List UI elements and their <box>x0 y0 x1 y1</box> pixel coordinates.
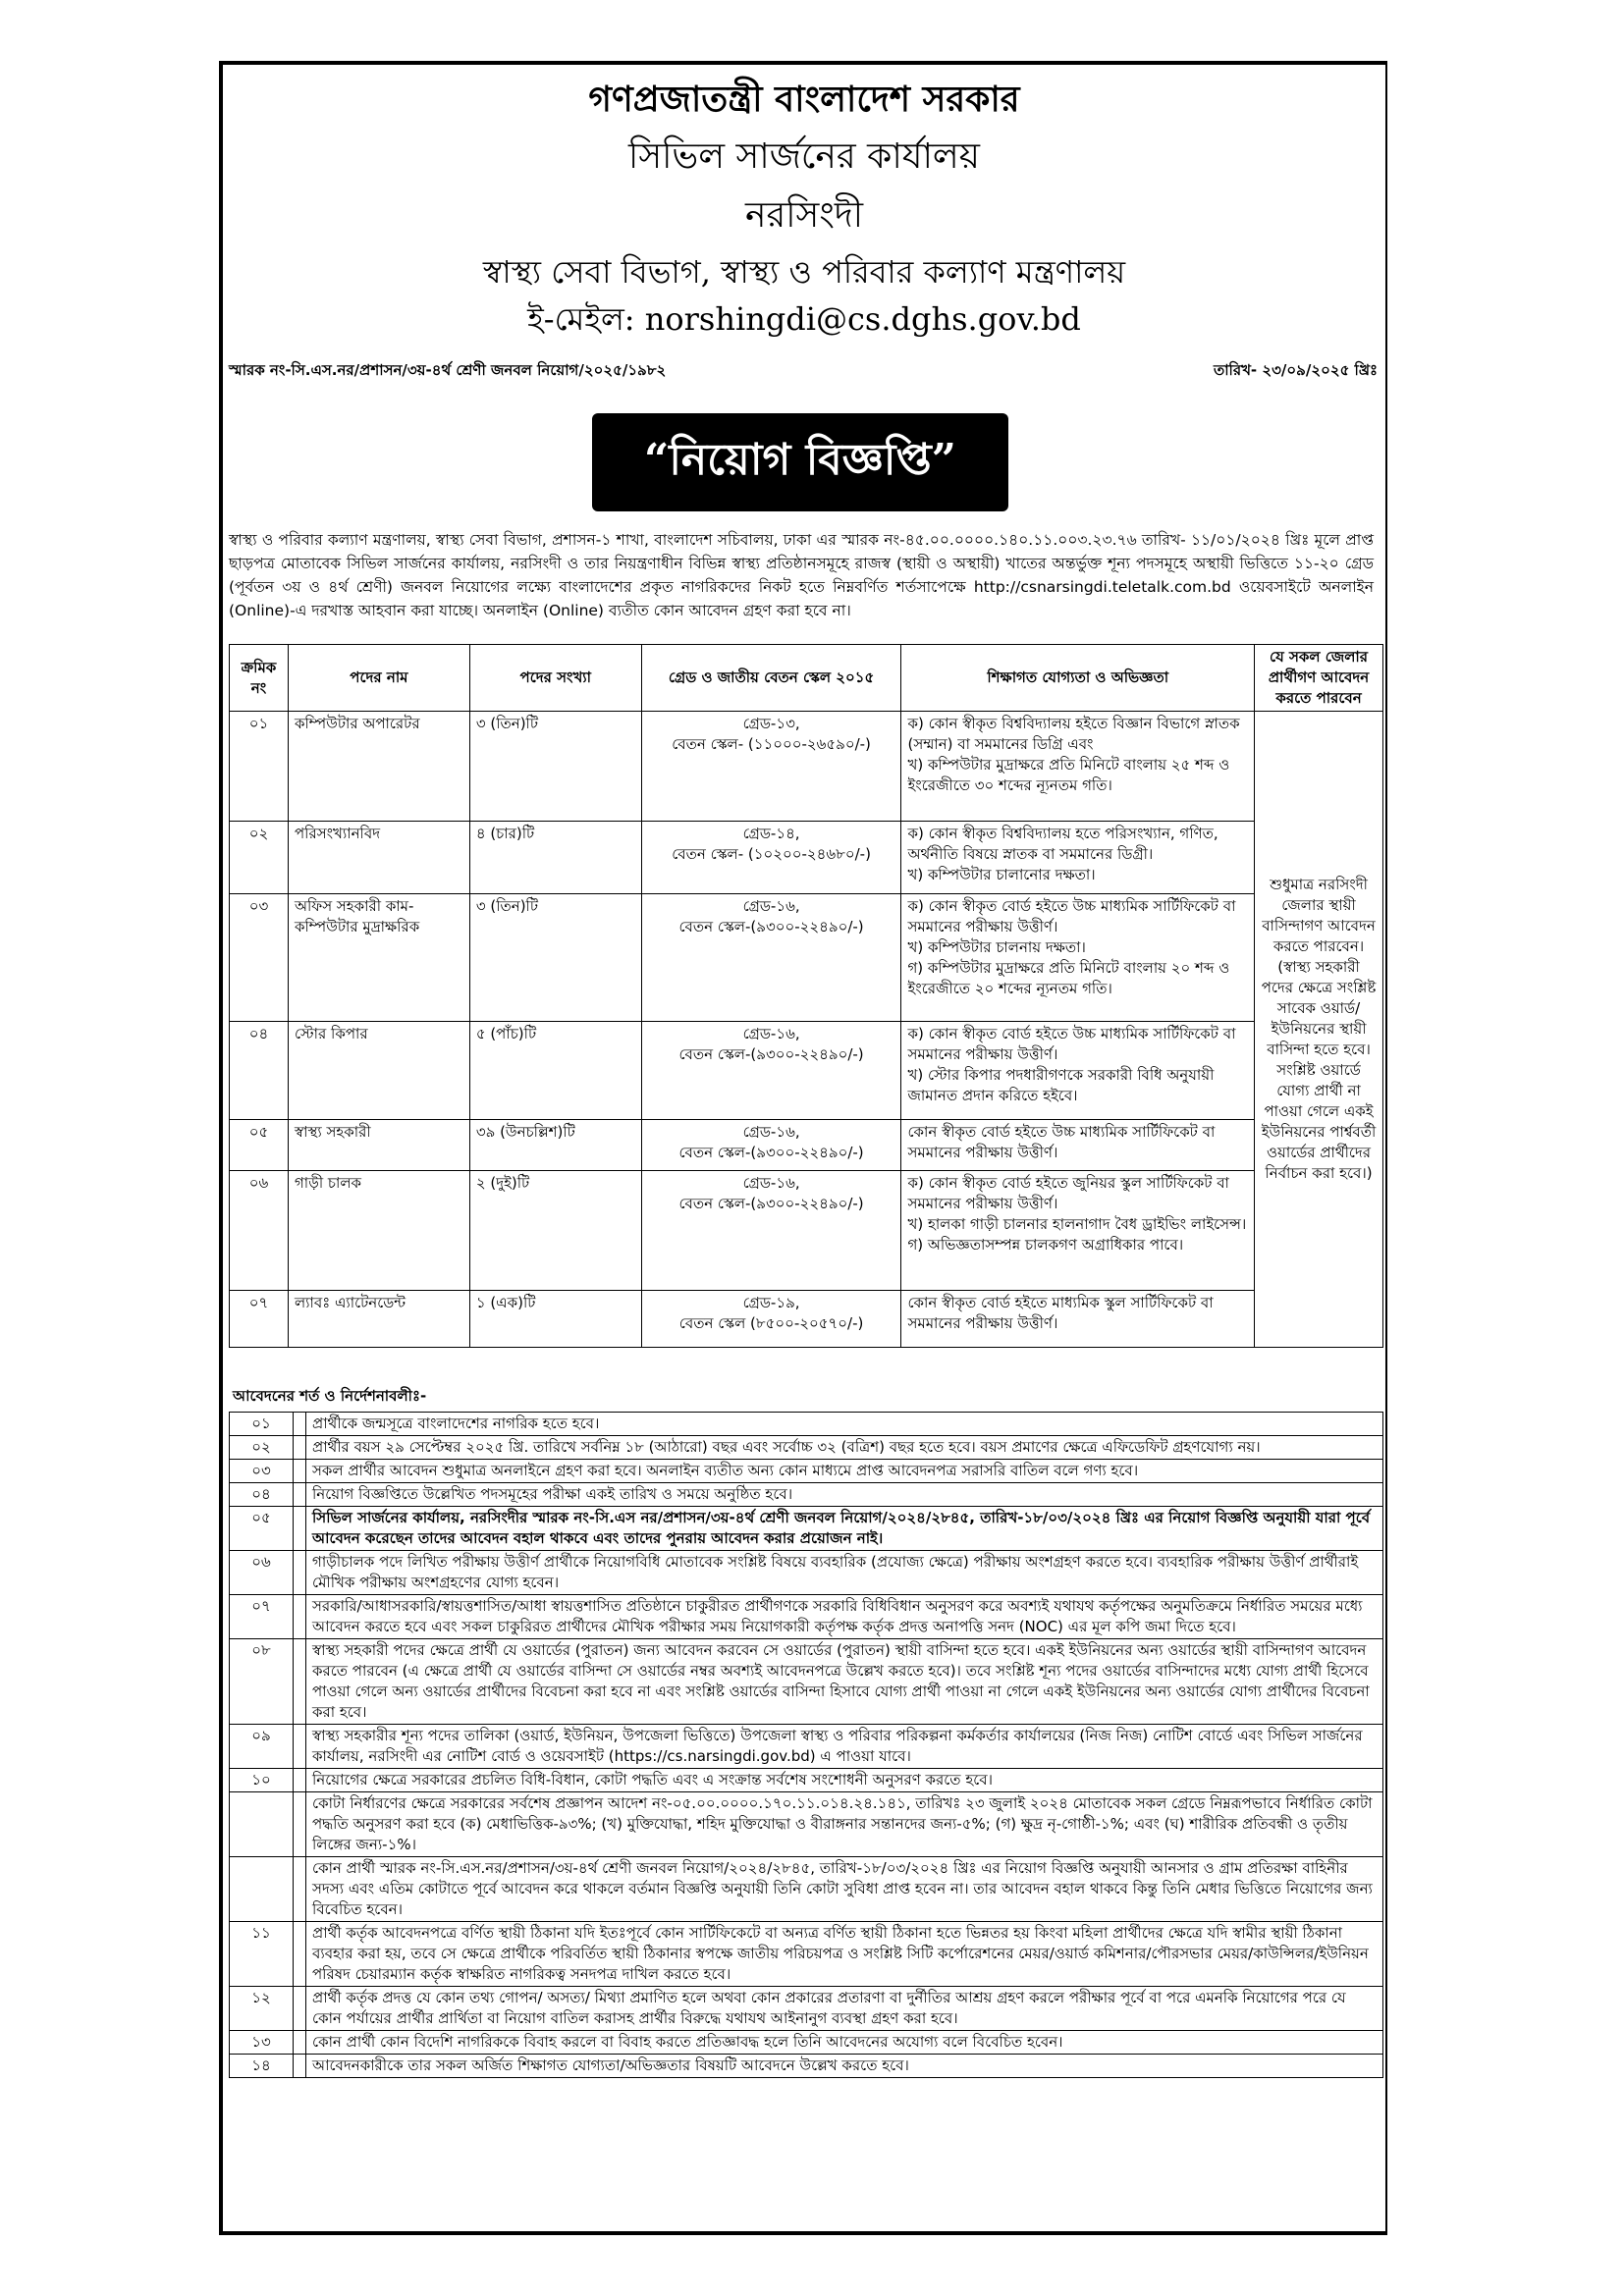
condition-row <box>230 1413 1383 1436</box>
col-serial: ক্রমিক নং <box>230 645 289 712</box>
pay-scale-text: বেতন স্কেল-(৯৩০০-২২৪৯০/-) <box>678 1144 864 1161</box>
pay-scale-text: বেতন স্কেল (৮৫০০-২০৫৭০/-) <box>678 1314 864 1332</box>
qualification-cell: কোন স্বীকৃত বোর্ড হইতে উচ্চ মাধ্যমিক সার্টিফিকেট বা সমমানের পরীক্ষায় উত্তীর্ণ। <box>901 1120 1255 1171</box>
condition-gap <box>294 1460 306 1483</box>
posts-table <box>229 644 1383 1348</box>
grade-text: গ্রেড-১৩, <box>742 715 800 732</box>
condition-row <box>230 1769 1383 1792</box>
condition-number: ০৬ <box>230 1551 294 1595</box>
condition-number <box>230 1857 294 1922</box>
condition-row <box>230 1857 1383 1922</box>
condition-text: সকল প্রার্থীর আবেদন শুধুমাত্র অনলাইনে গ্রহণ করা হবে। অনলাইন ব্যতীত অন্য কোন মাধ্যমে প্রাপ্ত আবেদনপত্র সরাসরি বাতিল বলে গণ্য হবে। <box>306 1460 1383 1483</box>
condition-text: সরকারি/আধাসরকারি/স্বায়ত্তশাসিত/আধা স্বায়ত্তশাসিত প্রতিষ্ঠানে চাকুরীরত প্রার্থীগণকে সরকারি বিধিবিধান অনুসরণ করে অবশ্যই যথাযথ কর্তৃপক্ষের অনুমতিক্রমে নির্ধারিত সময়ের মধ্যে আবেদন করতে হবে এবং সকল চাকুরিরত প্রার্থীদের মৌখিক পরীক্ষার সময় নিয়োগকারী কর্তৃপক্ষ কর্তৃক প্রদত্ত অনাপত্তি সনদ (NOC) এর মূল কপি জমা দিতে হবে। <box>306 1595 1383 1639</box>
intro-paragraph: স্বাস্থ্য ও পরিবার কল্যাণ মন্ত্রণালয়, স্বাস্থ্য সেবা বিভাগ, প্রশাসন-১ শাখা, বাংলাদেশ সচিবালয়, ঢাকা এর স্মারক নং-৪৫.০০.০০০০.১৪০.১১.০০৩.২৩.৭৬ তারিখ- ১১/০১/২০২৪ খ্রিঃ মূলে প্রাপ্ত ছাড়পত্র মোতাবেক সিভিল সার্জনের কার্যালয়, নরসিংদী ও তার নিয়ন্ত্রণাধীন বিভিন্ন স্বাস্থ্য প্রতিষ্ঠানসমূহে রাজস্ব (স্থায়ী ও অস্থায়ী) খাতের অন্তর্ভুক্ত শূন্য পদসমূহে অস্থায়ী ভিত্তিতে ১১-২০ গ্রেড (পূর্বতন ৩য় ও ৪র্থ শ্রেণী) জনবল নিয়োগের লক্ষ্যে বাংলাদেশের প্রকৃত নাগরিকদের নিকট হতে নিম্নবর্ণিত শর্তসাপেক্ষে http://csnarsingdi.teletalk.com.bd ওয়েবসাইটে অনলাইন (Online)-এ দরখাস্ত আহবান করা যাচ্ছে। অনলাইন (Online) ব্যতীত কোন আবেদন গ্রহণ করা হবে না। <box>229 531 1374 619</box>
condition-gap <box>294 1792 306 1857</box>
post-count-cell: ৪ (চার)টি <box>469 822 641 894</box>
condition-number: ১৩ <box>230 2031 294 2055</box>
serial-cell: ০৪ <box>230 1022 289 1120</box>
condition-gap <box>294 1857 306 1922</box>
condition-gap <box>294 1725 306 1769</box>
post-count-cell: ২ (দুই)টি <box>469 1171 641 1291</box>
pay-scale-text: বেতন স্কেল-(৯৩০০-২২৪৯০/-) <box>678 1045 864 1063</box>
memo-number: স্মারক নং-সি.এস.নর/প্রশাসন/৩য়-৪র্থ শ্রেণী জনবল নিয়োগ/২০২৫/১৯৮২ <box>229 361 667 379</box>
post-count-cell: ১ (এক)টি <box>469 1291 641 1348</box>
post-count-cell: ৫ (পাঁচ)টি <box>469 1022 641 1120</box>
condition-row <box>230 2031 1383 2055</box>
condition-number: ০৮ <box>230 1639 294 1725</box>
serial-cell: ০১ <box>230 712 289 822</box>
condition-gap <box>294 1769 306 1792</box>
condition-row <box>230 1792 1383 1857</box>
condition-text: প্রার্থী কর্তৃক আবেদনপত্রে বর্ণিত স্থায়ী ঠিকানা যদি ইতঃপূর্বে কোন সার্টিফিকেটে বা অন্যত্র বর্ণিত স্থায়ী ঠিকানা হতে ভিন্নতর হয় কিংবা মহিলা প্রার্থীদের ক্ষেত্রে যদি স্বামীর স্থায়ী ঠিকানা ব্যবহার করা হয়, তবে সে ক্ষেত্রে প্রার্থীকে পরিবর্তিত স্থায়ী ঠিকানার স্বপক্ষে জাতীয় পরিচয়পত্র ও সংশ্লিষ্ট সিটি কর্পোরেশনের মেয়র/ওয়ার্ড কমিশনার/পৌরসভার মেয়র/কাউন্সিলর/ইউনিয়ন পরিষদ চেয়ারম্যান কর্তৃক স্বাক্ষরিত নাগরিকত্ব সনদপত্র দাখিল করতে হবে। <box>306 1922 1383 1987</box>
condition-row <box>230 1987 1383 2031</box>
post-name-cell: গাড়ী চালক <box>288 1171 469 1291</box>
condition-text: প্রার্থী কর্তৃক প্রদত্ত যে কোন তথ্য গোপন/ অসত্য/ মিথ্যা প্রমাণিত হলে অথবা কোন প্রকারের প্রতারণা বা দুর্নীতির আশ্রয় গ্রহণ করলে পরীক্ষার পূর্বে বা পরে এমনকি নিয়োগের পরে যে কোন পর্যায়ের প্রার্থীর প্রার্থিতা বা নিয়োগ বাতিল করাসহ প্রার্থীর বিরুদ্ধে যথাযথ আইনানুগ ব্যবস্থা গ্রহণ করা হবে। <box>306 1987 1383 2031</box>
condition-gap <box>294 1595 306 1639</box>
condition-row <box>230 1483 1383 1507</box>
serial-cell: ০২ <box>230 822 289 894</box>
condition-number: ১১ <box>230 1922 294 1987</box>
condition-gap <box>294 2031 306 2055</box>
notice-date: তারিখ- ২৩/০৯/২০২৫ খ্রিঃ <box>1213 361 1378 379</box>
qualification-cell: ক) কোন স্বীকৃত বিশ্ববিদ্যালয় হইতে বিজ্ঞান বিভাগে স্নাতক (সম্মান) বা সমমানের ডিগ্রি এবং খ) কম্পিউটার মুদ্রাক্ষরে প্রতি মিনিটে বাংলায় ২৫ শব্দ ও ইংরেজীতে ৩০ শব্দের ন্যূনতম গতি। <box>901 712 1255 822</box>
grade-cell <box>641 894 901 1022</box>
grade-cell <box>641 1022 901 1120</box>
condition-text: প্রার্থীর বয়স ২৯ সেপ্টেম্বর ২০২৫ খ্রি. তারিখে সর্বনিম্ন ১৮ (আঠারো) বছর এবং সর্বোচ্চ ৩২ (বত্রিশ) বছর হতে হবে। বয়স প্রমাণের ক্ষেত্রে এফিডেফিট গ্রহণযোগ্য নয়। <box>306 1436 1383 1460</box>
condition-number: ০৪ <box>230 1483 294 1507</box>
grade-cell <box>641 1120 901 1171</box>
condition-number: ১২ <box>230 1987 294 2031</box>
table-row <box>230 1120 1383 1171</box>
condition-row <box>230 1507 1383 1551</box>
condition-row <box>230 1725 1383 1769</box>
pay-scale-text: বেতন স্কেল-(৯৩০০-২২৪৯০/-) <box>678 918 864 935</box>
col-grade: গ্রেড ও জাতীয় বেতন স্কেল ২০১৫ <box>641 645 901 712</box>
post-count-cell: ৩ (তিন)টি <box>469 894 641 1022</box>
table-row <box>230 822 1383 894</box>
condition-number: ০৯ <box>230 1725 294 1769</box>
condition-gap <box>294 2055 306 2078</box>
condition-text: স্বাস্থ্য সহকারী পদের ক্ষেত্রে প্রার্থী যে ওয়ার্ডের (পুরাতন) জন্য আবেদন করবেন সে ওয়ার্ডের (পুরাতন) স্থায়ী বাসিন্দা হতে হবে। একই ইউনিয়নের অন্য ওয়ার্ডের স্থায়ী বাসিন্দাগণ আবেদন করতে পারবেন (এ ক্ষেত্রে প্রার্থী যে ওয়ার্ডের বাসিন্দা সে ওয়ার্ডের নম্বর অবশ্যই আবেদনপত্রে উল্লেখ করতে হবে)। তবে সংশ্লিষ্ট শূন্য পদের ওয়ার্ডের বাসিন্দাদের মধ্যে যোগ্য প্রার্থী হিসেবে পাওয়া গেলে অন্য ওয়ার্ডের প্রার্থীদের বিবেচনা করা হবে না এবং সংশ্লিষ্ট ওয়ার্ডের বাসিন্দা হিসাবে যোগ্য প্রার্থী পাওয়া না গেলে একই ইউনিয়নের অন্য ওয়ার্ডের যোগ্য প্রার্থীদের বিবেচনা করা হবে। <box>306 1639 1383 1725</box>
post-count-cell: ৩৯ (উনচল্লিশ)টি <box>469 1120 641 1171</box>
condition-row <box>230 1436 1383 1460</box>
condition-gap <box>294 1436 306 1460</box>
condition-gap <box>294 1639 306 1725</box>
post-count-cell: ৩ (তিন)টি <box>469 712 641 822</box>
condition-gap <box>294 1551 306 1595</box>
table-header-row <box>230 645 1383 712</box>
table-row <box>230 894 1383 1022</box>
grade-text: গ্রেড-১৯, <box>742 1294 800 1311</box>
condition-number: ০৩ <box>230 1460 294 1483</box>
pay-scale-text: বেতন স্কেল-(৯৩০০-২২৪৯০/-) <box>678 1195 864 1212</box>
grade-cell <box>641 822 901 894</box>
condition-number: ০২ <box>230 1436 294 1460</box>
pay-scale-text: বেতন স্কেল- (১০২০০-২৪৬৮০/-) <box>672 845 871 863</box>
condition-row <box>230 1595 1383 1639</box>
notice-page <box>219 61 1387 2235</box>
col-eligibility: যে সকল জেলার প্রার্থীগণ আবেদন করতে পারবেন <box>1255 645 1383 712</box>
condition-row <box>230 1639 1383 1725</box>
condition-text: কোন প্রার্থী কোন বিদেশি নাগরিককে বিবাহ করলে বা বিবাহ করতে প্রতিজ্ঞাবদ্ধ হলে তিনি আবেদনের অযোগ্য বলে বিবেচিত হবেন। <box>306 2031 1383 2055</box>
condition-text: কোন প্রার্থী স্মারক নং-সি.এস.নর/প্রশাসন/৩য়-৪র্থ শ্রেণী জনবল নিয়োগ/২০২৪/২৮৪৫, তারিখ-১৮/০৩/২০২৪ খ্রিঃ এর নিয়োগ বিজ্ঞপ্তি অনুযায়ী আনসার ও গ্রাম প্রতিরক্ষা বাহিনীর সদস্য এবং এতিম কোটাতে পূর্বে আবেদন করে থাকলে বর্তমান বিজ্ঞপ্তি অনুযায়ী তিনি কোটা সুবিধা প্রাপ্ত হবেন না। তার আবেদন বহাল থাকবে কিন্তু তিনি মেধার ভিত্তিতে নিয়োগের জন্য বিবেচিত হবেন। <box>306 1857 1383 1922</box>
ministry-name: স্বাস্থ্য সেবা বিভাগ, স্বাস্থ্য ও পরিবার কল্যাণ মন্ত্রণালয় <box>482 253 1126 291</box>
condition-row <box>230 1551 1383 1595</box>
condition-number: ০১ <box>230 1413 294 1436</box>
condition-row <box>230 1460 1383 1483</box>
condition-text: সিভিল সার্জনের কার্যালয়, নরসিংদীর স্মারক নং-সি.এস নর/প্রশাসন/৩য়-৪র্থ শ্রেণী জনবল নিয়োগ/২০২৪/২৮৪৫, তারিখ-১৮/০৩/২০২৪ খ্রিঃ এর নিয়োগ বিজ্ঞপ্তি অনুযায়ী যারা পূর্বে আবেদন করেছেন তাদের আবেদন বহাল থাকবে এবং তাদের পুনরায় আবেদন করার প্রয়োজন নাই। <box>306 1507 1383 1551</box>
condition-text: প্রার্থীকে জন্মসূত্রে বাংলাদেশের নাগরিক হতে হবে। <box>306 1413 1383 1436</box>
condition-row <box>230 1922 1383 1987</box>
condition-number: ১৪ <box>230 2055 294 2078</box>
qualification-cell: ক) কোন স্বীকৃত বোর্ড হইতে জুনিয়র স্কুল সার্টিফিকেট বা সমমানের পরীক্ষায় উত্তীর্ণ। খ) হালকা গাড়ী চালনার হালনাগাদ বৈধ ড্রাইভিং লাইসেন্স। গ) অভিজ্ঞতাসম্পন্ন চালকগণ অগ্রাধিকার পাবে। <box>901 1171 1255 1291</box>
condition-row <box>230 2055 1383 2078</box>
grade-text: গ্রেড-১৬, <box>742 1123 800 1141</box>
condition-text: গাড়ীচালক পদে লিখিত পরীক্ষায় উত্তীর্ণ প্রার্থীকে নিয়োগবিধি মোতাবেক সংশ্লিষ্ট বিষয়ে ব্যবহারিক (প্রযোজ্য ক্ষেত্রে) পরীক্ষায় অংশগ্রহণ করতে হবে। ব্যবহারিক পরীক্ষায় উত্তীর্ণ প্রার্থীরাই মৌখিক পরীক্ষায় অংশগ্রহণের যোগ্য হবেন। <box>306 1551 1383 1595</box>
qualification-cell: কোন স্বীকৃত বোর্ড হইতে মাধ্যমিক স্কুল সার্টিফিকেট বা সমমানের পরীক্ষায় উত্তীর্ণ। <box>901 1291 1255 1348</box>
condition-gap <box>294 1413 306 1436</box>
table-row <box>230 1171 1383 1291</box>
serial-cell: ০৩ <box>230 894 289 1022</box>
condition-gap <box>294 1987 306 2031</box>
post-name-cell: কম্পিউটার অপারেটর <box>288 712 469 822</box>
grade-cell <box>641 1291 901 1348</box>
conditions-heading: আবেদনের শর্ত ও নির্দেশনাবলীঃ- <box>233 1387 427 1405</box>
notice-title <box>592 413 1008 511</box>
serial-cell: ০৬ <box>230 1171 289 1291</box>
condition-text: নিয়োগের ক্ষেত্রে সরকারের প্রচলিত বিধি-বিধান, কোটা পদ্ধতি এবং এ সংক্রান্ত সর্বশেষ সংশোধনী অনুসরণ করতে হবে। <box>306 1769 1383 1792</box>
condition-gap <box>294 1483 306 1507</box>
serial-cell: ০৫ <box>230 1120 289 1171</box>
grade-text: গ্রেড-১৬, <box>742 1025 800 1042</box>
grade-cell <box>641 712 901 822</box>
district-name: নরসিংদী <box>744 195 864 236</box>
email-line: ই-মেইল: norshingdi@cs.dghs.gov.bd <box>527 300 1081 338</box>
pay-scale-text: বেতন স্কেল- (১১০০০-২৬৫৯০/-) <box>672 735 871 753</box>
condition-text: আবেদনকারীকে তার সকল অর্জিত শিক্ষাগত যোগ্যতা/অভিজ্ঞতার বিষয়টি আবেদনে উল্লেখ করতে হবে। <box>306 2055 1383 2078</box>
table-row <box>230 1022 1383 1120</box>
grade-text: গ্রেড-১৬, <box>742 1174 800 1192</box>
post-name-cell: ল্যাবঃ এ্যাটেনডেন্ট <box>288 1291 469 1348</box>
notice-title-text: “নিয়োগ বিজ্ঞপ্তি” <box>644 434 956 485</box>
office-name: সিভিল সার্জনের কার্যালয় <box>628 136 980 177</box>
condition-number: ০৭ <box>230 1595 294 1639</box>
col-qualification: শিক্ষাগত যোগ্যতা ও অভিজ্ঞতা <box>901 645 1255 712</box>
conditions-table <box>229 1412 1383 2078</box>
post-name-cell: স্বাস্থ্য সহকারী <box>288 1120 469 1171</box>
qualification-cell: ক) কোন স্বীকৃত বিশ্ববিদ্যালয় হতে পরিসংখ্যান, গণিত, অর্থনীতি বিষয়ে স্নাতক বা সমমানের ডিগ্রী। খ) কম্পিউটার চালানোর দক্ষতা। <box>901 822 1255 894</box>
condition-gap <box>294 1507 306 1551</box>
table-row <box>230 712 1383 822</box>
col-post-name: পদের নাম <box>288 645 469 712</box>
condition-gap <box>294 1922 306 1987</box>
qualification-cell: ক) কোন স্বীকৃত বোর্ড হইতে উচ্চ মাধ্যমিক সার্টিফিকেট বা সমমানের পরীক্ষায় উত্তীর্ণ। খ) কম্পিউটার চালনায় দক্ষতা। গ) কম্পিউটার মুদ্রাক্ষরে প্রতি মিনিটে বাংলায় ২০ শব্দ ও ইংরেজীতে ২০ শব্দের ন্যূনতম গতি। <box>901 894 1255 1022</box>
post-name-cell: অফিস সহকারী কাম-কম্পিউটার মুদ্রাক্ষরিক <box>288 894 469 1022</box>
post-name-cell: পরিসংখ্যানবিদ <box>288 822 469 894</box>
table-row <box>230 1291 1383 1348</box>
grade-text: গ্রেড-১৪, <box>742 825 800 842</box>
post-name-cell: স্টোর কিপার <box>288 1022 469 1120</box>
condition-number: ১০ <box>230 1769 294 1792</box>
serial-cell: ০৭ <box>230 1291 289 1348</box>
govt-title: গণপ্রজাতন্ত্রী বাংলাদেশ সরকার <box>588 79 1020 120</box>
condition-text: স্বাস্থ্য সহকারীর শূন্য পদের তালিকা (ওয়ার্ড, ইউনিয়ন, উপজেলা ভিত্তিতে) উপজেলা স্বাস্থ্য ও পরিবার পরিকল্পনা কর্মকর্তার কার্যালয়ের (নিজ নিজ) নোটিশ বোর্ডে এবং সিভিল সার্জনের কার্যালয়, নরসিংদী এর নোটিশ বোর্ড ও ওয়েবসাইট (https://cs.narsingdi.gov.bd) এ পাওয়া যাবে। <box>306 1725 1383 1769</box>
grade-text: গ্রেড-১৬, <box>742 897 800 915</box>
condition-number: ০৫ <box>230 1507 294 1551</box>
condition-text: নিয়োগ বিজ্ঞপ্তিতে উল্লেখিত পদসমূহের পরীক্ষা একই তারিখ ও সময়ে অনুষ্ঠিত হবে। <box>306 1483 1383 1507</box>
qualification-cell: ক) কোন স্বীকৃত বোর্ড হইতে উচ্চ মাধ্যমিক সার্টিফিকেট বা সমমানের পরীক্ষায় উত্তীর্ণ। খ) স্টোর কিপার পদধারীগণকে সরকারী বিধি অনুযায়ী জামানত প্রদান করিতে হইবে। <box>901 1022 1255 1120</box>
grade-cell <box>641 1171 901 1291</box>
condition-number <box>230 1792 294 1857</box>
eligibility-cell: শুধুমাত্র নরসিংদী জেলার স্থায়ী বাসিন্দাগণ আবেদন করতে পারবেন। (স্বাস্থ্য সহকারী পদের ক্ষেত্রে সংশ্লিষ্ট সাবেক ওয়ার্ড/ ইউনিয়নের স্থায়ী বাসিন্দা হতে হবে। সংশ্লিষ্ট ওয়ার্ডে যোগ্য প্রার্থী না পাওয়া গেলে একই ইউনিয়নের পার্শ্ববর্তী ওয়ার্ডের প্রার্থীদের নির্বাচন করা হবে।) <box>1255 712 1383 1348</box>
condition-text: কোটা নির্ধারণের ক্ষেত্রে সরকারের সর্বশেষ প্রজ্ঞাপন আদেশ নং-০৫.০০.০০০০.১৭০.১১.০১৪.২৪.১৪১, তারিখঃ ২৩ জুলাই ২০২৪ মোতাবেক সকল গ্রেডে নিম্নরূপভাবে নির্ধারিত কোটা পদ্ধতি অনুসরণ করা হবে (ক) মেধাভিত্তিক-৯৩%; (খ) মুক্তিযোদ্ধা, শহিদ মুক্তিযোদ্ধা ও বীরাঙ্গনার সন্তানদের জন্য-৫%; (গ) ক্ষুদ্র নৃ-গোষ্ঠী-১%; এবং (ঘ) শারীরিক প্রতিবন্ধী ও তৃতীয় লিঙ্গের জন্য-১%। <box>306 1792 1383 1857</box>
col-post-count: পদের সংখ্যা <box>469 645 641 712</box>
